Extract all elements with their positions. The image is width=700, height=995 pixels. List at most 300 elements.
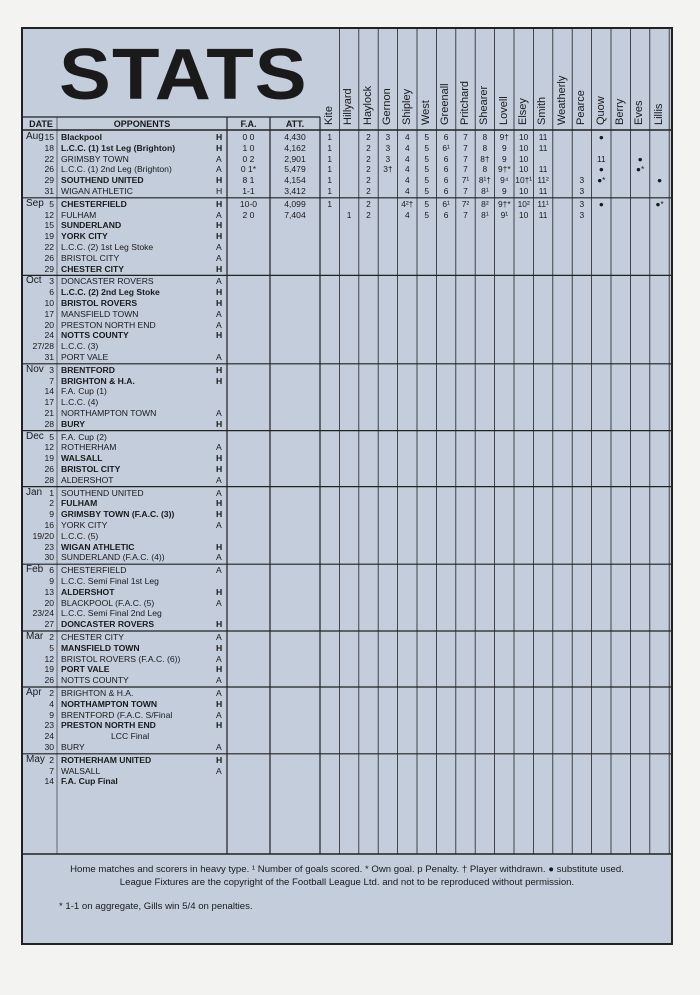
home-away: H bbox=[216, 509, 223, 520]
home-away: A bbox=[216, 474, 222, 485]
home-away: A bbox=[216, 709, 222, 720]
fixture-row bbox=[23, 531, 671, 542]
fixture-row bbox=[23, 619, 671, 630]
fixture-date: 27/28 bbox=[32, 341, 54, 352]
home-away: H bbox=[216, 198, 223, 209]
month-label: May bbox=[26, 753, 45, 765]
fixture-row bbox=[23, 220, 671, 231]
home-away: H bbox=[216, 754, 223, 765]
fixture-date: 9 bbox=[49, 576, 54, 586]
player-cell: ●* bbox=[635, 164, 645, 175]
player-cell: 4 bbox=[404, 132, 410, 142]
home-away: A bbox=[216, 653, 222, 664]
home-away: H bbox=[216, 619, 223, 630]
fixture-opponent: BRISTOL ROVERS bbox=[61, 298, 138, 308]
player-name-eves: Eves bbox=[633, 100, 646, 125]
player-cell: ●* bbox=[597, 175, 606, 186]
player-cell: 9†* bbox=[498, 198, 511, 209]
fixture-opponent: BRISTOL CITY bbox=[61, 252, 120, 263]
player-cell: 10 bbox=[519, 132, 529, 142]
fixture-attendance: 5,479 bbox=[284, 164, 306, 175]
player-cell: 1 bbox=[327, 198, 333, 209]
player-cell: 8† bbox=[480, 153, 490, 164]
player-name-quow: Quow bbox=[594, 96, 607, 125]
home-away: A bbox=[216, 242, 222, 252]
fixture-row bbox=[23, 699, 671, 710]
fixture-date: 10 bbox=[44, 298, 54, 308]
fixture-date: 19/20 bbox=[32, 530, 54, 541]
home-away: H bbox=[216, 186, 223, 196]
player-cell: 8¹† bbox=[478, 175, 491, 186]
player-name-kite: Kite bbox=[323, 106, 335, 125]
player-cell: 6 bbox=[443, 175, 449, 186]
player-name-gernon: Gernon bbox=[381, 88, 394, 125]
player-cell: 9¹ bbox=[500, 209, 509, 220]
fixture-date: 4 bbox=[49, 698, 54, 709]
fixture-score: 2 0 bbox=[242, 209, 255, 220]
fixture-date: 23 bbox=[44, 720, 54, 731]
fixture-row bbox=[23, 488, 671, 499]
fixture-row bbox=[23, 210, 671, 221]
fixture-row bbox=[23, 186, 671, 197]
player-cell: 4 bbox=[404, 153, 410, 164]
fixture-opponent: FULHAM bbox=[61, 209, 97, 220]
fixture-opponent: WIGAN ATHLETIC bbox=[61, 186, 133, 196]
fixture-date: 5 bbox=[49, 198, 54, 209]
opponents-header: OPPONENTS bbox=[113, 119, 171, 129]
player-cell: 11 bbox=[538, 186, 548, 196]
fixture-row bbox=[23, 776, 671, 787]
fixture-date: 23 bbox=[44, 541, 54, 552]
player-cell: 5 bbox=[424, 198, 430, 209]
fixture-date: 6 bbox=[49, 287, 54, 298]
fixture-date: 28 bbox=[44, 474, 54, 485]
player-cell: 5 bbox=[424, 209, 430, 220]
player-cell: 7² bbox=[461, 198, 470, 209]
fixture-date: 28 bbox=[44, 418, 54, 429]
player-cell: 6¹ bbox=[442, 198, 450, 209]
fixture-row bbox=[23, 242, 671, 253]
month-label: Mar bbox=[26, 631, 44, 642]
fixture-row bbox=[23, 632, 671, 643]
player-cell: 3 bbox=[385, 142, 391, 153]
home-away: H bbox=[216, 263, 223, 274]
player-cell: 10 bbox=[519, 164, 529, 175]
player-name-berry: Berry bbox=[614, 98, 626, 125]
player-cell: 6 bbox=[443, 164, 449, 175]
player-cell: ● bbox=[656, 175, 663, 186]
fixture-opponent: BRENTFORD bbox=[61, 364, 115, 375]
fixture-date: 27 bbox=[44, 619, 54, 630]
fixture-attendance: 4,154 bbox=[284, 175, 306, 186]
player-cell: 2 bbox=[366, 186, 371, 196]
fixture-opponent: MANSFIELD TOWN bbox=[61, 308, 139, 319]
fixture-row bbox=[23, 598, 671, 609]
fixture-row bbox=[23, 565, 671, 576]
fixture-date: 6 bbox=[49, 565, 54, 576]
fixture-row bbox=[23, 175, 671, 186]
home-away: A bbox=[216, 408, 222, 418]
fixture-date: 29 bbox=[44, 263, 54, 274]
legend-line: Home matches and scorers in heavy type. ¹ Number of goals scored. * Own goal. p Penalty. † Player withdrawn. ● substitute used. bbox=[70, 864, 624, 875]
home-away: H bbox=[216, 664, 223, 675]
fa-header: F.A. bbox=[240, 119, 257, 129]
fixture-date: 2 bbox=[49, 632, 54, 642]
player-cell: ● bbox=[598, 164, 604, 175]
player-cell: 11 bbox=[538, 132, 548, 142]
player-cell: 5 bbox=[424, 186, 430, 196]
fixture-date: 26 bbox=[44, 164, 54, 175]
home-away: H bbox=[216, 453, 223, 464]
fixture-row bbox=[23, 320, 671, 331]
player-name-greenall: Greenall bbox=[439, 83, 452, 125]
player-cell: 11 bbox=[538, 164, 548, 175]
player-cell: 7 bbox=[463, 142, 468, 153]
fixture-date: 5 bbox=[49, 642, 54, 653]
fixture-opponent: SOUTHEND UNITED bbox=[61, 175, 144, 186]
home-away: A bbox=[216, 632, 222, 642]
player-cell: 7 bbox=[463, 164, 468, 175]
fixture-opponent: CHESTER CITY bbox=[61, 632, 125, 642]
fixture-date: 13 bbox=[44, 586, 54, 597]
player-cell: 4 bbox=[404, 164, 410, 175]
fixture-row bbox=[23, 397, 671, 408]
player-cell: 4 bbox=[404, 142, 410, 153]
month-label: Feb bbox=[26, 564, 44, 576]
fixture-score: 0 0 bbox=[242, 132, 255, 142]
fixture-row bbox=[23, 442, 671, 453]
fixture-date: 9 bbox=[49, 709, 54, 720]
fixture-opponent: L.C.C. (2) 1st Leg Stoke bbox=[61, 242, 154, 252]
fixture-row bbox=[23, 475, 671, 486]
fixture-row bbox=[23, 498, 671, 509]
player-cell: 11² bbox=[537, 175, 549, 186]
player-name-lovell: Lovell bbox=[497, 96, 510, 125]
player-name-weatherly: Weatherly bbox=[555, 75, 568, 125]
player-cell: 10†¹ bbox=[515, 175, 533, 186]
fixture-attendance: 2,901 bbox=[284, 153, 306, 164]
fixture-date: 21 bbox=[44, 408, 54, 418]
home-away: H bbox=[216, 586, 223, 597]
fixture-date: 2 bbox=[49, 754, 54, 765]
fixture-row bbox=[23, 542, 671, 553]
player-cell: 3 bbox=[579, 209, 585, 220]
month-label: Apr bbox=[26, 687, 42, 698]
fixture-opponent: PORT VALE bbox=[61, 664, 110, 675]
player-cell: 4 bbox=[404, 175, 410, 186]
fixture-date: 2 bbox=[49, 498, 54, 509]
home-away: A bbox=[216, 153, 222, 164]
player-name-shearer: Shearer bbox=[478, 85, 491, 125]
stats-sheet bbox=[21, 27, 673, 945]
home-away: H bbox=[216, 498, 223, 509]
fixture-row bbox=[23, 587, 671, 598]
fixture-opponent: SUNDERLAND (F.A.C. (4)) bbox=[61, 552, 165, 563]
home-away: H bbox=[216, 132, 223, 142]
att-header: ATT. bbox=[285, 119, 305, 129]
fixture-opponent: NORTHAMPTON TOWN bbox=[61, 408, 157, 418]
fixture-opponent: WALSALL bbox=[61, 453, 103, 464]
player-cell: 10 bbox=[519, 209, 529, 220]
home-away: H bbox=[216, 330, 223, 341]
fixture-date: 14 bbox=[44, 776, 54, 787]
fixture-opponent: F.A. Cup (2) bbox=[61, 431, 107, 442]
player-cell: 2 bbox=[366, 142, 371, 153]
fixture-row bbox=[23, 766, 671, 777]
fixture-date: 14 bbox=[44, 386, 54, 397]
home-away: A bbox=[216, 487, 222, 498]
fixture-opponent: L.C.C. (4) bbox=[61, 397, 99, 408]
fixture-opponent: BURY bbox=[61, 742, 85, 752]
fixture-date: 20 bbox=[44, 319, 54, 330]
home-away: H bbox=[216, 541, 223, 552]
player-cell: 7¹ bbox=[461, 175, 470, 186]
fixture-date: 2 bbox=[49, 688, 54, 698]
player-cell: 8² bbox=[481, 198, 489, 209]
fixture-opponent: ALDERSHOT bbox=[61, 474, 114, 485]
fixture-opponent: FULHAM bbox=[61, 498, 98, 509]
player-cell: 7 bbox=[463, 132, 468, 142]
fixture-row bbox=[23, 453, 671, 464]
player-cell: ● bbox=[598, 198, 604, 209]
home-away: A bbox=[216, 352, 222, 362]
player-cell: 3 bbox=[579, 175, 585, 186]
player-cell: 2 bbox=[366, 153, 371, 164]
fixture-row bbox=[23, 132, 671, 143]
fixture-score: 10-0 bbox=[239, 198, 258, 209]
home-away: A bbox=[216, 520, 222, 530]
player-cell: 1 bbox=[327, 175, 333, 186]
fixture-attendance: 4,430 bbox=[284, 132, 306, 142]
player-cell: 3 bbox=[579, 186, 585, 196]
fixture-date: 19 bbox=[44, 664, 54, 675]
fixture-row bbox=[23, 376, 671, 387]
page-title: STATS bbox=[59, 35, 308, 115]
player-cell: 9 bbox=[501, 142, 507, 153]
player-cell: 11¹ bbox=[537, 198, 549, 209]
player-cell: ● bbox=[598, 132, 604, 142]
home-away: H bbox=[216, 287, 223, 298]
fixture-opponent: BLACKPOOL (F.A.C. (5) bbox=[61, 597, 155, 608]
fixture-date: 26 bbox=[44, 464, 54, 474]
fixture-date: 9 bbox=[49, 509, 54, 520]
player-cell: 10 bbox=[519, 153, 529, 164]
player-cell: 1 bbox=[327, 186, 333, 196]
fixture-date: 5 bbox=[49, 431, 54, 442]
fixture-date: 3 bbox=[49, 276, 54, 287]
fixture-opponent: BURY bbox=[61, 418, 86, 429]
month-label: Dec bbox=[26, 430, 44, 442]
fixture-date: 3 bbox=[49, 364, 54, 375]
fixture-opponent: Blackpool bbox=[61, 132, 103, 142]
fixture-row bbox=[23, 742, 671, 753]
fixture-score: 1-1 bbox=[242, 186, 255, 196]
date-header: DATE bbox=[29, 119, 53, 129]
player-cell: 9 bbox=[501, 153, 507, 164]
player-name-hillyard: Hillyard bbox=[342, 88, 355, 125]
player-cell: 7 bbox=[463, 186, 468, 196]
player-cell: 11 bbox=[538, 142, 548, 153]
fixture-date: 7 bbox=[49, 765, 54, 776]
player-name-elsey: Elsey bbox=[517, 98, 529, 125]
home-away: H bbox=[216, 298, 223, 308]
fixture-row bbox=[23, 675, 671, 686]
home-away: H bbox=[216, 698, 223, 709]
fixture-date: 12 bbox=[44, 209, 54, 220]
month-label: Aug bbox=[26, 131, 44, 142]
player-cell: ● bbox=[637, 153, 643, 164]
fixture-date: 26 bbox=[44, 675, 54, 686]
player-cell: 9⁴ bbox=[500, 175, 509, 186]
month-label: Jan bbox=[26, 486, 43, 498]
fixture-attendance: 7,404 bbox=[284, 209, 306, 220]
fixture-row bbox=[23, 576, 671, 587]
home-away: A bbox=[216, 552, 222, 563]
fixture-row bbox=[23, 264, 671, 275]
fixture-attendance: 4,099 bbox=[284, 198, 306, 209]
month-label: Nov bbox=[26, 363, 44, 375]
player-cell: 8 bbox=[482, 164, 488, 175]
player-cell: 6 bbox=[443, 186, 449, 196]
player-cell: 1 bbox=[346, 209, 352, 220]
fixture-opponent: BRISTOL CITY bbox=[61, 464, 121, 474]
player-cell: 7 bbox=[463, 209, 468, 220]
player-cell: 10 bbox=[519, 142, 529, 153]
player-cell: 1 bbox=[327, 132, 333, 142]
fixture-opponent: PRESTON NORTH END bbox=[61, 319, 156, 330]
fixture-opponent: CHESTERFIELD bbox=[61, 198, 127, 209]
fixture-opponent: NOTTS COUNTY bbox=[61, 675, 129, 686]
fixture-row bbox=[23, 552, 671, 563]
fixture-opponent: WALSALL bbox=[61, 765, 101, 776]
fixture-date: 17 bbox=[44, 308, 54, 319]
fixture-row bbox=[23, 509, 671, 520]
player-name-shipley: Shipley bbox=[400, 88, 413, 125]
player-cell: 4²† bbox=[401, 198, 414, 209]
player-cell: 9† bbox=[499, 132, 509, 142]
home-away: A bbox=[216, 209, 222, 220]
fixture-score: 0 2 bbox=[242, 153, 255, 164]
fixture-opponent: SOUTHEND UNITED bbox=[61, 487, 144, 498]
home-away: A bbox=[216, 276, 222, 287]
fixture-opponent: GRIMSBY TOWN bbox=[61, 153, 129, 164]
fixture-date: 1 bbox=[49, 487, 54, 498]
player-name-haylock: Haylock bbox=[361, 85, 374, 125]
fixture-row bbox=[23, 309, 671, 320]
fixture-date: 12 bbox=[44, 653, 54, 664]
player-cell: 5 bbox=[424, 175, 430, 186]
player-cell: 6 bbox=[443, 132, 449, 142]
fixture-attendance: 4,162 bbox=[284, 142, 306, 153]
fixture-opponent: ROTHERHAM bbox=[61, 442, 117, 453]
home-away: H bbox=[216, 720, 223, 731]
fixture-row bbox=[23, 520, 671, 531]
fixture-opponent: MANSFIELD TOWN bbox=[61, 642, 140, 653]
fixture-row bbox=[23, 755, 671, 766]
home-away: H bbox=[216, 375, 223, 386]
fixture-opponent: L.C.C. Semi Final 2nd Leg bbox=[61, 608, 162, 619]
home-away: A bbox=[216, 597, 222, 608]
fixture-opponent: F.A. Cup Final bbox=[61, 776, 118, 787]
fixture-score: 8 1 bbox=[242, 175, 255, 186]
home-away: A bbox=[216, 252, 222, 263]
fixture-row bbox=[23, 164, 671, 175]
fixture-opponent: L.C.C. (3) bbox=[61, 341, 99, 352]
fixture-date: 18 bbox=[44, 142, 54, 153]
fixture-row bbox=[23, 365, 671, 376]
fixture-opponent: GRIMSBY TOWN (F.A.C. (3)) bbox=[61, 509, 175, 520]
fixture-opponent: DONCASTER ROVERS bbox=[61, 276, 154, 287]
player-cell: 1 bbox=[327, 164, 333, 175]
fixture-date: 29 bbox=[44, 175, 54, 186]
fixture-date: 22 bbox=[44, 153, 54, 164]
player-cell: 2 bbox=[366, 198, 371, 209]
fixture-opponent: L.C.C. (2) 2nd Leg Stoke bbox=[61, 287, 160, 298]
fixture-score: 0 1* bbox=[240, 164, 257, 175]
home-away: A bbox=[216, 565, 222, 576]
fixture-row bbox=[23, 643, 671, 654]
player-name-smith: Smith bbox=[536, 96, 549, 125]
home-away: H bbox=[216, 231, 223, 242]
fixture-date: 23/24 bbox=[32, 608, 54, 619]
fixture-opponent: DONCASTER ROVERS bbox=[61, 619, 155, 630]
fixture-date: 26 bbox=[44, 252, 54, 263]
fixture-row bbox=[23, 386, 671, 397]
fixture-date: 17 bbox=[44, 397, 54, 408]
fixture-row bbox=[23, 710, 671, 721]
player-cell: 6 bbox=[443, 209, 449, 220]
month-label: Oct bbox=[26, 275, 42, 287]
home-away: H bbox=[216, 642, 223, 653]
fixture-opponent: L.C.C. (1) 2nd Leg (Brighton) bbox=[61, 164, 172, 175]
fixture-row bbox=[23, 352, 671, 363]
fixture-row bbox=[23, 664, 671, 675]
copyright-line: League Fixtures are the copyright of the Football League Ltd. and not to be reproduced without permission. bbox=[119, 877, 575, 888]
home-away: A bbox=[216, 164, 222, 175]
fixture-row bbox=[23, 731, 671, 742]
player-name-lillis: Lillis bbox=[652, 103, 665, 125]
fixture-date: 19 bbox=[44, 231, 54, 242]
player-cell: 4 bbox=[404, 186, 410, 196]
fixture-row bbox=[23, 287, 671, 298]
month-label: Sep bbox=[26, 197, 44, 209]
fixture-opponent: BRIGHTON & H.A. bbox=[61, 375, 135, 386]
home-away: A bbox=[216, 308, 222, 319]
fixture-date: 15 bbox=[44, 220, 54, 231]
fixture-row bbox=[23, 330, 671, 341]
player-cell: 6 bbox=[443, 153, 449, 164]
player-cell: 2 bbox=[366, 132, 371, 142]
fixture-row bbox=[23, 419, 671, 430]
player-cell: ●* bbox=[655, 198, 664, 209]
home-away: A bbox=[216, 742, 222, 752]
home-away: H bbox=[216, 364, 223, 375]
player-cell: 6¹ bbox=[442, 142, 450, 153]
home-away: A bbox=[216, 688, 222, 698]
player-cell: 11 bbox=[596, 153, 606, 164]
fixture-opponent: NOTTS COUNTY bbox=[61, 330, 129, 341]
player-cell: 3 bbox=[579, 198, 585, 209]
fixture-date: 20 bbox=[44, 597, 54, 608]
fixture-date: 7 bbox=[49, 375, 54, 386]
fixture-opponent: CHESTERFIELD bbox=[61, 565, 127, 576]
player-cell: 9 bbox=[501, 186, 507, 196]
player-cell: 8 bbox=[482, 142, 488, 153]
fixture-row bbox=[23, 154, 671, 165]
fixture-opponent: L.C.C. (5) bbox=[61, 530, 99, 541]
fixture-opponent: BRENTFORD (F.A.C. S/Final bbox=[61, 709, 173, 720]
fixture-row bbox=[23, 276, 671, 287]
